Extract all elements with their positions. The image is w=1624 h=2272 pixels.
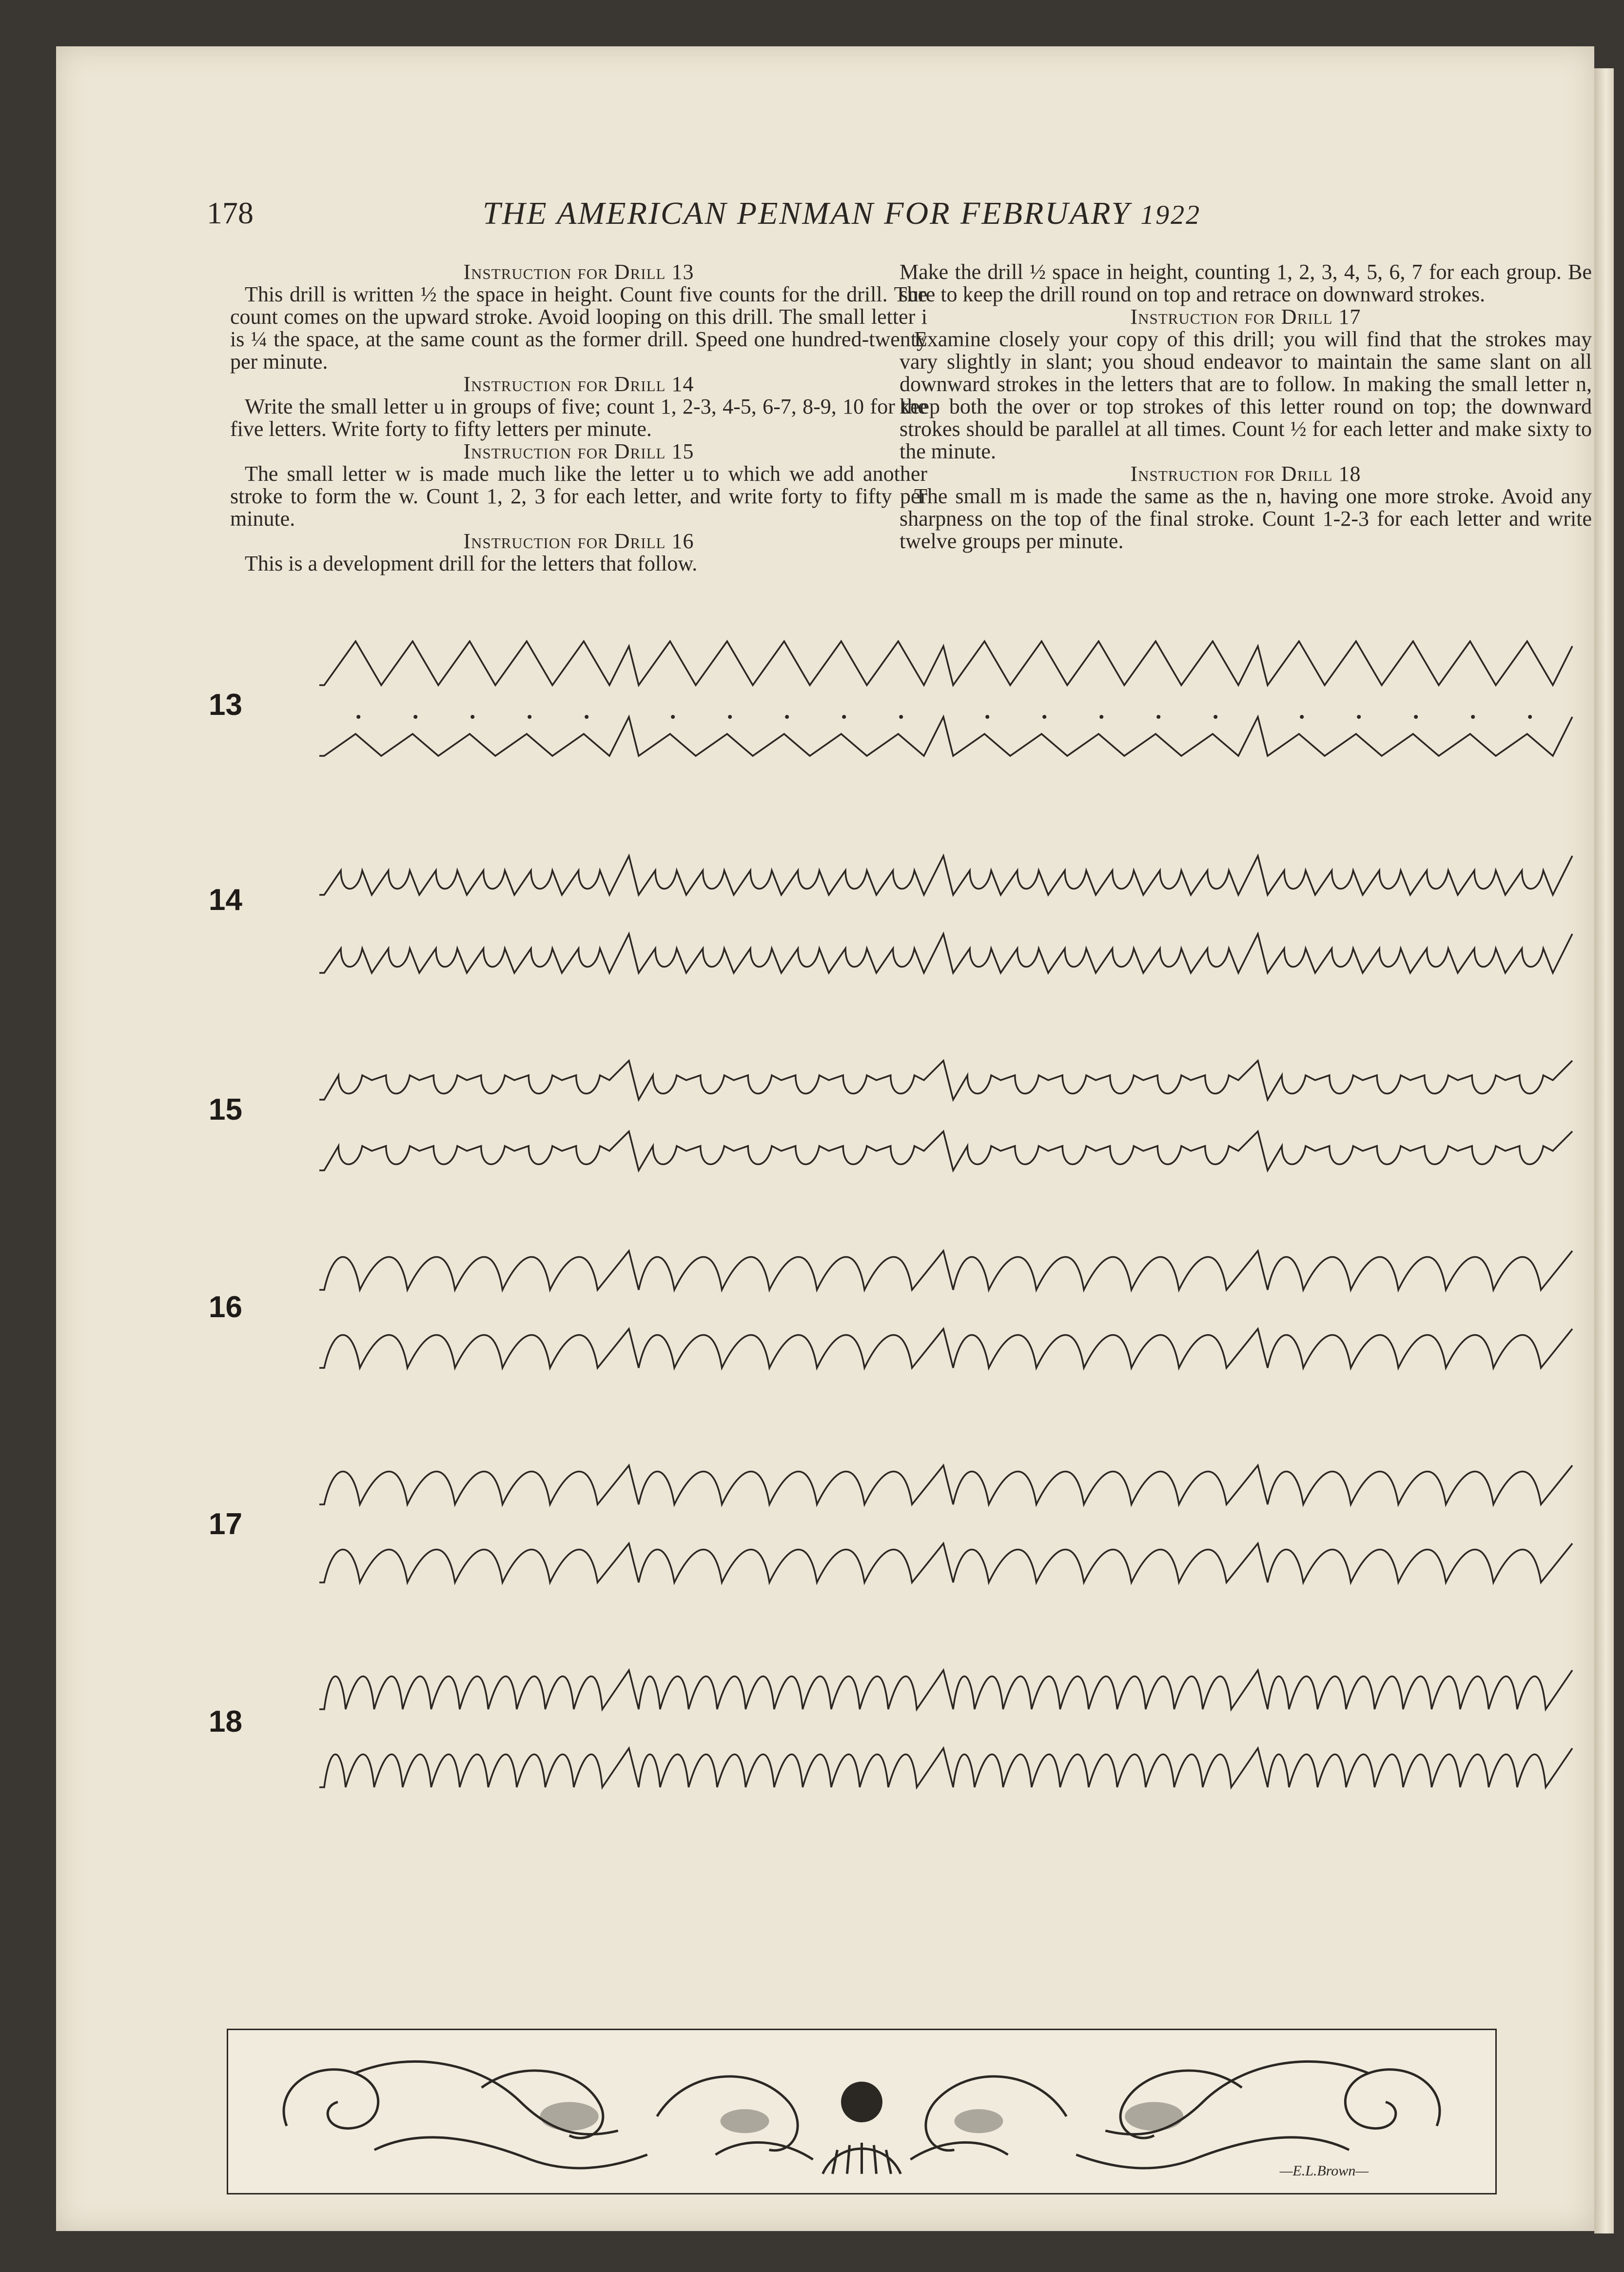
drill-number-16: 16 <box>209 1290 242 1324</box>
drill-number-17: 17 <box>209 1507 242 1541</box>
i-dot <box>1414 715 1418 719</box>
script-stroke-path <box>319 1131 1572 1170</box>
i-dot <box>413 715 417 719</box>
i-dot <box>1471 715 1475 719</box>
i-dot <box>585 715 588 719</box>
decorative-scroll-ornament <box>227 2029 1497 2194</box>
drill-17-text: Examine closely your copy of this drill; you will find that the strokes may vary slightly in slant; you shoud endeavor to maintain the same slant on all downward strokes in the letters that are to follow. In making the small letter n, keep both the over or top strokes of this letter round on top; the downward strokes should be parallel at all times. Count ½ for each letter and make sixty to the minute. <box>900 327 1592 463</box>
script-stroke-illustration <box>314 1314 1592 1378</box>
drill-18-heading: Instruction for Drill 18 <box>1130 462 1361 486</box>
drill-16-row-2 <box>314 1314 1592 1378</box>
i-dot <box>985 715 989 719</box>
script-stroke-illustration <box>314 841 1592 905</box>
drill-18-row-2 <box>314 1734 1592 1797</box>
drill-15-row-2 <box>314 1117 1592 1180</box>
script-stroke-path <box>319 1465 1572 1504</box>
script-stroke-path <box>319 1061 1572 1100</box>
drill-15-heading: Instruction for Drill 15 <box>463 439 694 463</box>
drill-number-15: 15 <box>209 1093 242 1126</box>
drill-number-18: 18 <box>209 1705 242 1739</box>
script-stroke-illustration <box>314 919 1592 983</box>
script-stroke-path <box>319 934 1572 973</box>
i-dot <box>470 715 474 719</box>
i-dot <box>356 715 360 719</box>
drill-18-row-1 <box>314 1656 1592 1719</box>
running-title: THE AMERICAN PENMAN FOR FEBRUARY 1922 <box>483 196 1201 231</box>
i-dot <box>671 715 675 719</box>
script-stroke-illustration <box>314 702 1592 766</box>
script-stroke-path <box>319 1670 1572 1709</box>
script-stroke-path <box>319 717 1572 756</box>
left-column <box>230 261 927 575</box>
right-column <box>900 261 1592 553</box>
script-stroke-illustration <box>314 1046 1592 1109</box>
drill-13-text: This drill is written ½ the space in height. Count five counts for the drill. The count comes on the upward stroke. Avoid looping on this drill. The small letter i is ¼ the space, at the same count as the former drill. Speed one hundred-twenty per minute. <box>230 282 927 374</box>
page-number: 178 <box>207 196 254 230</box>
i-dot <box>1042 715 1046 719</box>
script-stroke-path <box>319 856 1572 895</box>
i-dot <box>528 715 531 719</box>
i-dot <box>1213 715 1217 719</box>
i-dot <box>1528 715 1532 719</box>
script-stroke-illustration <box>314 632 1592 695</box>
book-spine-edge <box>1594 68 1614 2233</box>
drill-13-row-2 <box>314 702 1592 766</box>
drill-16-text: This is a development drill for the letters that follow. <box>245 552 698 575</box>
drill-17-row-1 <box>314 1451 1592 1514</box>
drill-13-heading: Instruction for Drill 13 <box>463 260 694 284</box>
i-dot <box>1156 715 1160 719</box>
drill-13-row-1 <box>314 632 1592 695</box>
script-stroke-path <box>319 1329 1572 1368</box>
artist-signature: —E.L.Brown— <box>1279 2163 1369 2179</box>
issue-year: 1922 <box>1140 200 1201 230</box>
script-stroke-path <box>319 1748 1572 1787</box>
drill-14-row-1 <box>314 841 1592 905</box>
script-stroke-path <box>319 1543 1572 1582</box>
i-dot <box>842 715 846 719</box>
drill-number-14: 14 <box>209 883 242 917</box>
script-stroke-illustration <box>314 1734 1592 1797</box>
i-dot <box>728 715 732 719</box>
drill-18-text: The small m is made the same as the n, having one more stroke. Avoid any sharpness on the top of the final stroke. Count 1-2-3 for each letter and write twelve groups per minute. <box>900 484 1592 553</box>
script-stroke-illustration <box>314 1117 1592 1180</box>
drill-number-13: 13 <box>209 688 242 722</box>
drill-15-row-1 <box>314 1046 1592 1109</box>
script-stroke-illustration <box>314 1656 1592 1719</box>
i-dot <box>899 715 903 719</box>
drill-14-heading: Instruction for Drill 14 <box>463 372 694 396</box>
i-dot <box>785 715 789 719</box>
script-stroke-illustration <box>314 1236 1592 1300</box>
drill-14-text: Write the small letter u in groups of five; count 1, 2-3, 4-5, 6-7, 8-9, 10 for the five letters. Write forty to fifty letters per minute. <box>230 395 927 441</box>
drill-17-heading: Instruction for Drill 17 <box>1130 305 1361 329</box>
script-stroke-path <box>319 641 1572 685</box>
drill-14-row-2 <box>314 919 1592 983</box>
i-dot <box>1357 715 1361 719</box>
magazine-page <box>56 46 1594 2231</box>
drill-16-row-1 <box>314 1236 1592 1300</box>
i-dot <box>1300 715 1304 719</box>
script-stroke-path <box>319 1251 1572 1290</box>
drill-17-row-2 <box>314 1529 1592 1592</box>
script-stroke-illustration <box>314 1451 1592 1514</box>
drill-16-heading: Instruction for Drill 16 <box>463 529 694 553</box>
drill-16-continued-text: Make the drill ½ space in height, counting 1, 2, 3, 4, 5, 6, 7 for each group. Be sure to keep the drill round on top and retrace on downward strokes. <box>900 260 1592 306</box>
i-dot <box>1099 715 1103 719</box>
drill-15-text: The small letter w is made much like the letter u to which we add another stroke to form the w. Count 1, 2, 3 for each letter, and write forty to fifty per minute. <box>230 462 927 531</box>
script-stroke-illustration <box>314 1529 1592 1592</box>
page-header <box>56 195 1594 239</box>
